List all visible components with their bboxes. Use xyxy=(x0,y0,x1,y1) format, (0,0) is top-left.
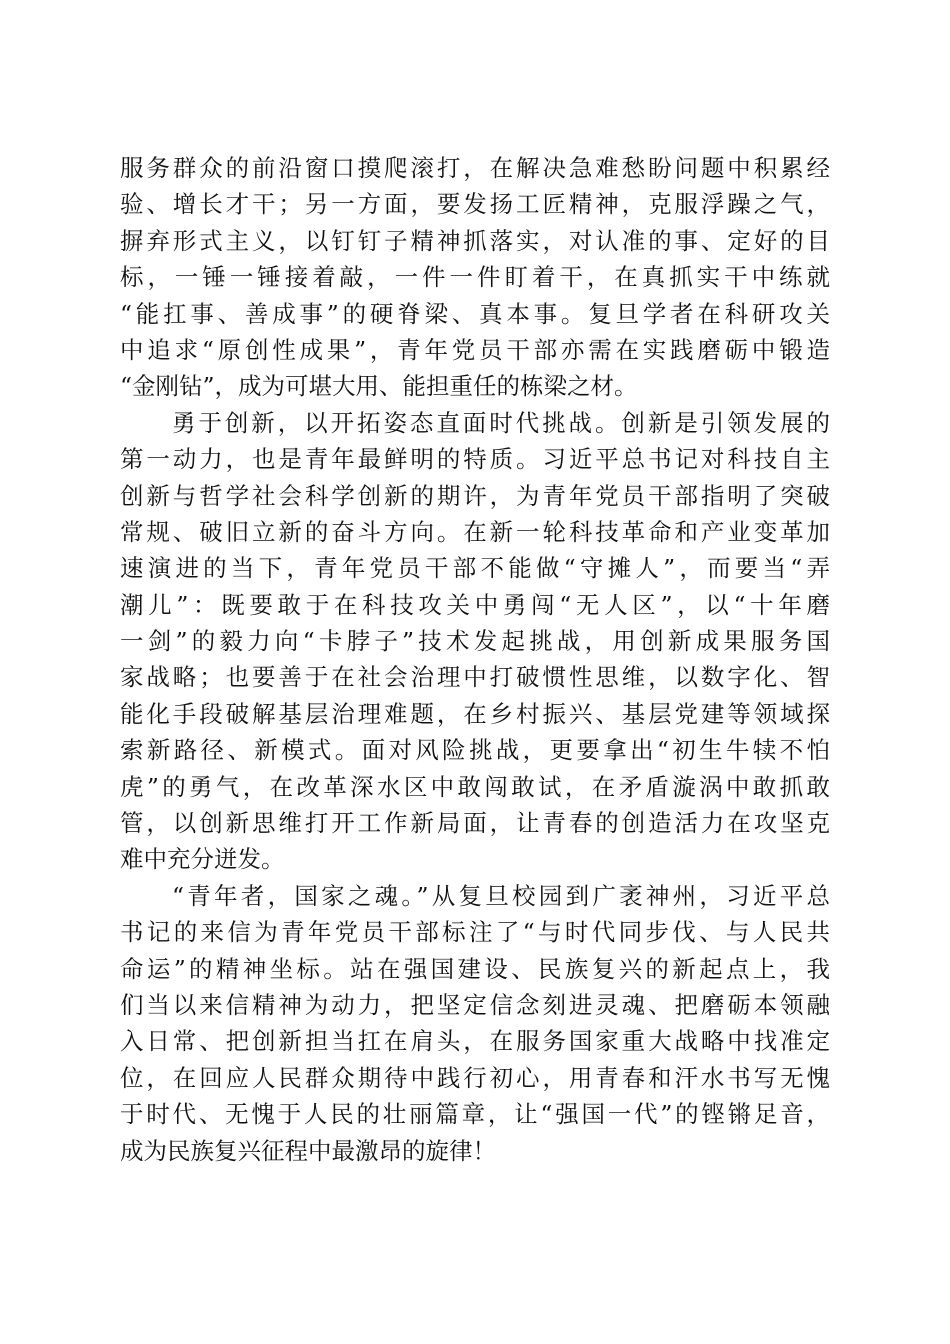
paragraph-3 xyxy=(120,878,830,1169)
text-line: 难中充分迸发。 xyxy=(120,845,285,874)
text-line: 摒弃形式主义，以钉钉子精神抓落实，对认准的事、定好的目 xyxy=(120,226,830,255)
text-line: 命运”的精神坐标。站在强国建设、民族复兴的新起点上，我 xyxy=(120,954,830,983)
text-line: “能扛事、善成事”的硬脊梁、真本事。复旦学者在科研攻关 xyxy=(120,299,830,328)
text-line: 中追求“原创性成果”，青年党员干部亦需在实践磨砺中锻造 xyxy=(120,335,830,364)
text-line: 索新路径、新模式。面对风险挑战，更要拿出“初生牛犊不怕 xyxy=(120,736,830,765)
text-line: 能化手段破解基层治理难题，在乡村振兴、基层党建等领域探 xyxy=(120,699,830,728)
article-body xyxy=(120,150,830,1169)
text-line: 一剑”的毅力向“卡脖子”技术发起挑战，用创新成果服务国 xyxy=(120,627,830,656)
text-line: 第一动力，也是青年最鲜明的特质。习近平总书记对科技自主 xyxy=(120,445,830,474)
text-line: 位，在回应人民群众期待中践行初心，用青春和汗水书写无愧 xyxy=(120,1063,830,1092)
text-line: 虎”的勇气，在改革深水区中敢闯敢试，在矛盾漩涡中敢抓敢 xyxy=(120,772,830,801)
text-line: 潮儿”：既要敢于在科技攻关中勇闯“无人区”，以“十年磨 xyxy=(120,590,830,619)
text-line: 创新与哲学社会科学创新的期许，为青年党员干部指明了突破 xyxy=(120,481,830,510)
text-line: “金刚钻”，成为可堪大用、能担重任的栋梁之材。 xyxy=(120,372,638,401)
text-line: 验、增长才干；另一方面，要发扬工匠精神，克服浮躁之气， xyxy=(120,190,830,219)
text-line: 书记的来信为青年党员干部标注了“与时代同步伐、与人民共 xyxy=(120,918,830,947)
text-line: 速演进的当下，青年党员干部不能做“守摊人”，而要当“弄 xyxy=(120,554,830,583)
text-line: 常规、破旧立新的奋斗方向。在新一轮科技革命和产业变革加 xyxy=(120,517,830,546)
text-line: 勇于创新，以开拓姿态直面时代挑战。创新是引领发展的 xyxy=(172,408,830,437)
text-line: “青年者，国家之魂。”从复旦校园到广袤神州，习近平总 xyxy=(172,881,830,910)
text-line: 于时代、无愧于人民的壮丽篇章，让“强国一代”的铿锵足音， xyxy=(120,1100,830,1129)
text-line: 服务群众的前沿窗口摸爬滚打，在解决急难愁盼问题中积累经 xyxy=(120,154,830,182)
paragraph-1 xyxy=(120,150,830,405)
text-line: 入日常、把创新担当扛在肩头，在服务国家重大战略中找准定 xyxy=(120,1027,830,1056)
text-line: 成为民族复兴征程中最激昂的旋律！ xyxy=(120,1136,496,1165)
text-line: 家战略；也要善于在社会治理中打破惯性思维，以数字化、智 xyxy=(120,663,830,692)
paragraph-2 xyxy=(120,405,830,878)
text-line: 管，以创新思维打开工作新局面，让青春的创造活力在攻坚克 xyxy=(120,809,830,838)
text-line: 们当以来信精神为动力，把坚定信念刻进灵魂、把磨砺本领融 xyxy=(120,990,830,1019)
text-line: 标，一锤一锤接着敲，一件一件盯着干，在真抓实干中练就 xyxy=(120,263,830,292)
